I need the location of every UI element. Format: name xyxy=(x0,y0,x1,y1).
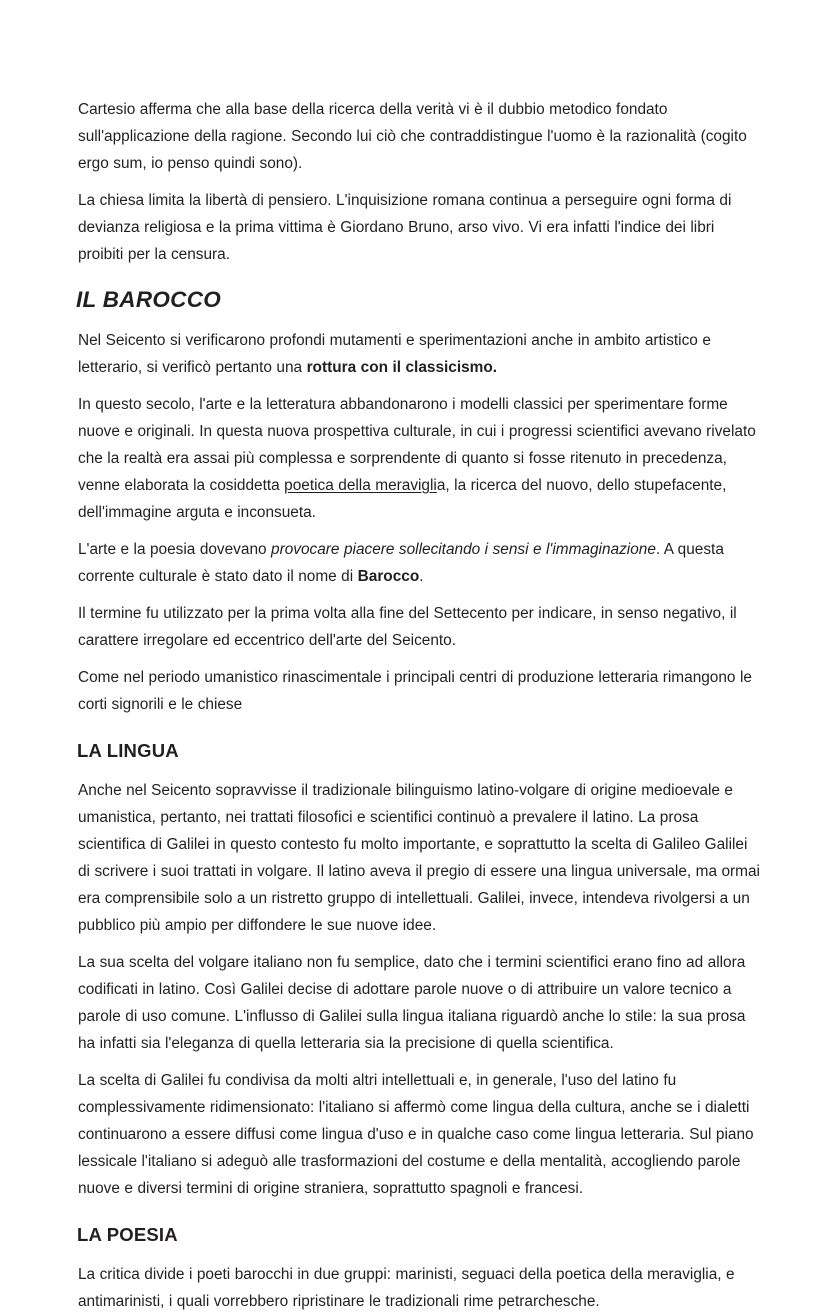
text-run: . A questa corrente culturale è stato dato il nome di xyxy=(78,541,724,585)
text-run-bold: Barocco xyxy=(357,568,420,585)
heading-la-poesia: LA POESIA xyxy=(77,1224,178,1245)
text-run: In questo secolo, l'arte e la letteratura abbandonarono i modelli classici per sperimentare forme nuove e originali. In questa nuova prospettiva culturale, in cui i progressi scientifici avevano rivelato che la realtà era assai più complessa e sorprendente di quanto si fosse ritenuto in precedenza, venne elaborata la cosiddetta xyxy=(78,396,756,494)
text-run: L'arte e la poesia dovevano xyxy=(78,541,272,558)
paragraph-cartesio: Cartesio afferma che alla base della ricerca della verità vi è il dubbio metodico fondato sull'applicazione della ragione. Secondo lui ciò che contraddistingue l'uomo è la razionalità (cogito ergo sum, io penso quindi sono). xyxy=(78,101,747,172)
paragraph-chiesa: La chiesa limita la libertà di pensiero. L'inquisizione romana continua a perseguire ogni forma di devianza religiosa e la prima vittima è Giordano Bruno, arso vivo. Vi era infatti l'indice dei libri proibiti per la censura. xyxy=(78,192,732,263)
text-run-underlined: poetica della meravigli xyxy=(284,477,437,494)
paragraph-scelta-galilei: La scelta di Galilei fu condivisa da molti altri intellettuali e, in generale, l'uso del latino fu complessivamente ridimensionato: l'italiano si affermò come lingua della cultura, anche se i dialetti continuarono a essere diffusi come lingua d'uso e in qualche caso come lingua letteraria. Sul piano lessicale l'italiano si adeguò alle trasformazioni del costume e della mentalità, accogliendo parole nuove e diversi termini di origine straniera, soprattutto spagnoli e francesi. xyxy=(78,1072,754,1197)
text-run-bold: rottura con il classicismo. xyxy=(306,359,498,376)
text-run: a, la ricerca del nuovo, dello stupefacente, dell'immagine arguta e inconsueta. xyxy=(78,477,727,521)
paragraph-bilinguismo: Anche nel Seicento sopravvisse il tradizionale bilinguismo latino-volgare di origine medioevale e umanistica, pertanto, nei trattati filosofici e scientifici continuò a prevalere il latino. La prosa scientifica di Galilei in questo contesto fu molto importante, e soprattutto la scelta di Galileo Galilei di scrivere i suoi trattati in volgare. Il latino aveva il pregio di essere una lingua universale, ma ormai era comprensibile solo a un ristretto gruppo di intellettuali. Galilei, invece, intendeva rivolgersi a un pubblico più ampio per diffondere le sue nuove idee. xyxy=(78,782,760,934)
document-body xyxy=(78,96,763,1315)
paragraph-arte-poesia xyxy=(78,536,763,590)
paragraph-critica: La critica divide i poeti barocchi in due gruppi: marinisti, seguaci della poetica della meraviglia, e antimarinisti, i quali vorrebbero ripristinare le tradizionali rime petrarchesche. xyxy=(78,1266,735,1310)
paragraph-questo-secolo xyxy=(78,391,763,526)
text-run: . xyxy=(419,568,424,585)
text-run-italic: provocare piacere sollecitando i sensi e l'immaginazione xyxy=(271,541,656,558)
heading-la-lingua: LA LINGUA xyxy=(77,740,179,761)
paragraph-seicento xyxy=(78,327,763,381)
paragraph-volgare: La sua scelta del volgare italiano non fu semplice, dato che i termini scientifici erano fino ad allora codificati in latino. Così Galilei decise di adottare parole nuove o di attribuire un valore tecnico a parole di uso comune. L'influsso di Galilei sulla lingua italiana riguardò anche lo stile: la sua prosa ha infatti sia l'eleganza di quella letteraria sia la precisione di quella scientifica. xyxy=(78,954,746,1052)
paragraph-umanistico: Come nel periodo umanistico rinascimentale i principali centri di produzione letteraria rimangono le corti signorili e le chiese xyxy=(78,669,752,713)
heading-il-barocco: IL BAROCCO xyxy=(76,287,222,312)
paragraph-termine: Il termine fu utilizzato per la prima volta alla fine del Settecento per indicare, in senso negativo, il carattere irregolare ed eccentrico dell'arte del Seicento. xyxy=(78,605,737,649)
text-run: Nel Seicento si verificarono profondi mutamenti e sperimentazioni anche in ambito artistico e letterario, si verificò pertanto una xyxy=(78,332,711,376)
